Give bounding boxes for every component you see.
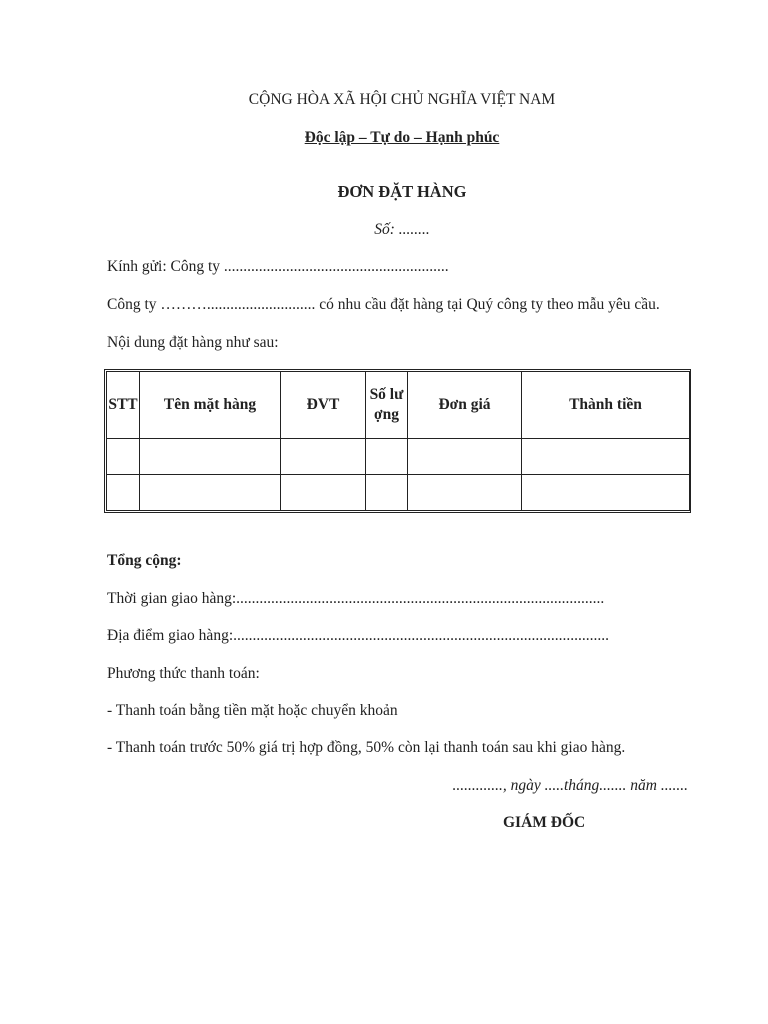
table-cell bbox=[366, 475, 408, 511]
date-line: ............., ngày .....tháng....... năm ....... bbox=[452, 777, 688, 794]
table-cell bbox=[281, 475, 366, 511]
signer-title: GIÁM ĐỐC bbox=[503, 814, 586, 831]
table-cell bbox=[281, 439, 366, 475]
table-cell bbox=[107, 475, 140, 511]
table-header-row bbox=[107, 372, 690, 439]
delivery-time-line: Thời gian giao hàng:............................................................................................... bbox=[107, 590, 605, 607]
content-intro: Nội dung đặt hàng như sau: bbox=[107, 334, 279, 351]
payment-option-2: - Thanh toán trước 50% giá trị hợp đồng, 50% còn lại thanh toán sau khi giao hàng. bbox=[107, 739, 626, 756]
table-cell bbox=[408, 475, 522, 511]
table-cell bbox=[522, 475, 690, 511]
header-unit-price: Đơn giá bbox=[408, 372, 522, 439]
table-row bbox=[107, 475, 690, 511]
table-cell bbox=[140, 475, 281, 511]
table-cell bbox=[107, 439, 140, 475]
header-unit: ĐVT bbox=[281, 372, 366, 439]
recipient-line: Kính gửi: Công ty .......................................................... bbox=[107, 258, 449, 275]
table-cell bbox=[408, 439, 522, 475]
document-title: ĐƠN ĐẶT HÀNG bbox=[337, 182, 467, 201]
header-stt: STT bbox=[107, 372, 140, 439]
header-quantity: Số lượng bbox=[366, 372, 408, 439]
payment-method-label: Phương thức thanh toán: bbox=[107, 665, 260, 682]
document-number: Số: ........ bbox=[374, 221, 430, 238]
payment-option-1: - Thanh toán bằng tiền mặt hoặc chuyển khoản bbox=[107, 702, 398, 719]
nation-heading: CỘNG HÒA XÃ HỘI CHỦ NGHĨA VIỆT NAM bbox=[248, 91, 556, 108]
header-total-amount: Thành tiền bbox=[522, 372, 690, 439]
order-table bbox=[104, 369, 691, 513]
motto-heading: Độc lập – Tự do – Hạnh phúc bbox=[304, 129, 500, 146]
total-label: Tổng cộng: bbox=[107, 552, 182, 569]
table-cell bbox=[366, 439, 408, 475]
table-row bbox=[107, 439, 690, 475]
table-cell bbox=[522, 439, 690, 475]
delivery-place-line: Địa điểm giao hàng:................................................................................................. bbox=[107, 627, 609, 644]
request-line: Công ty ………............................ có nhu cầu đặt hàng tại Quý công ty theo mẫu yêu cầu. bbox=[107, 296, 660, 313]
header-item-name: Tên mặt hàng bbox=[140, 372, 281, 439]
table-cell bbox=[140, 439, 281, 475]
